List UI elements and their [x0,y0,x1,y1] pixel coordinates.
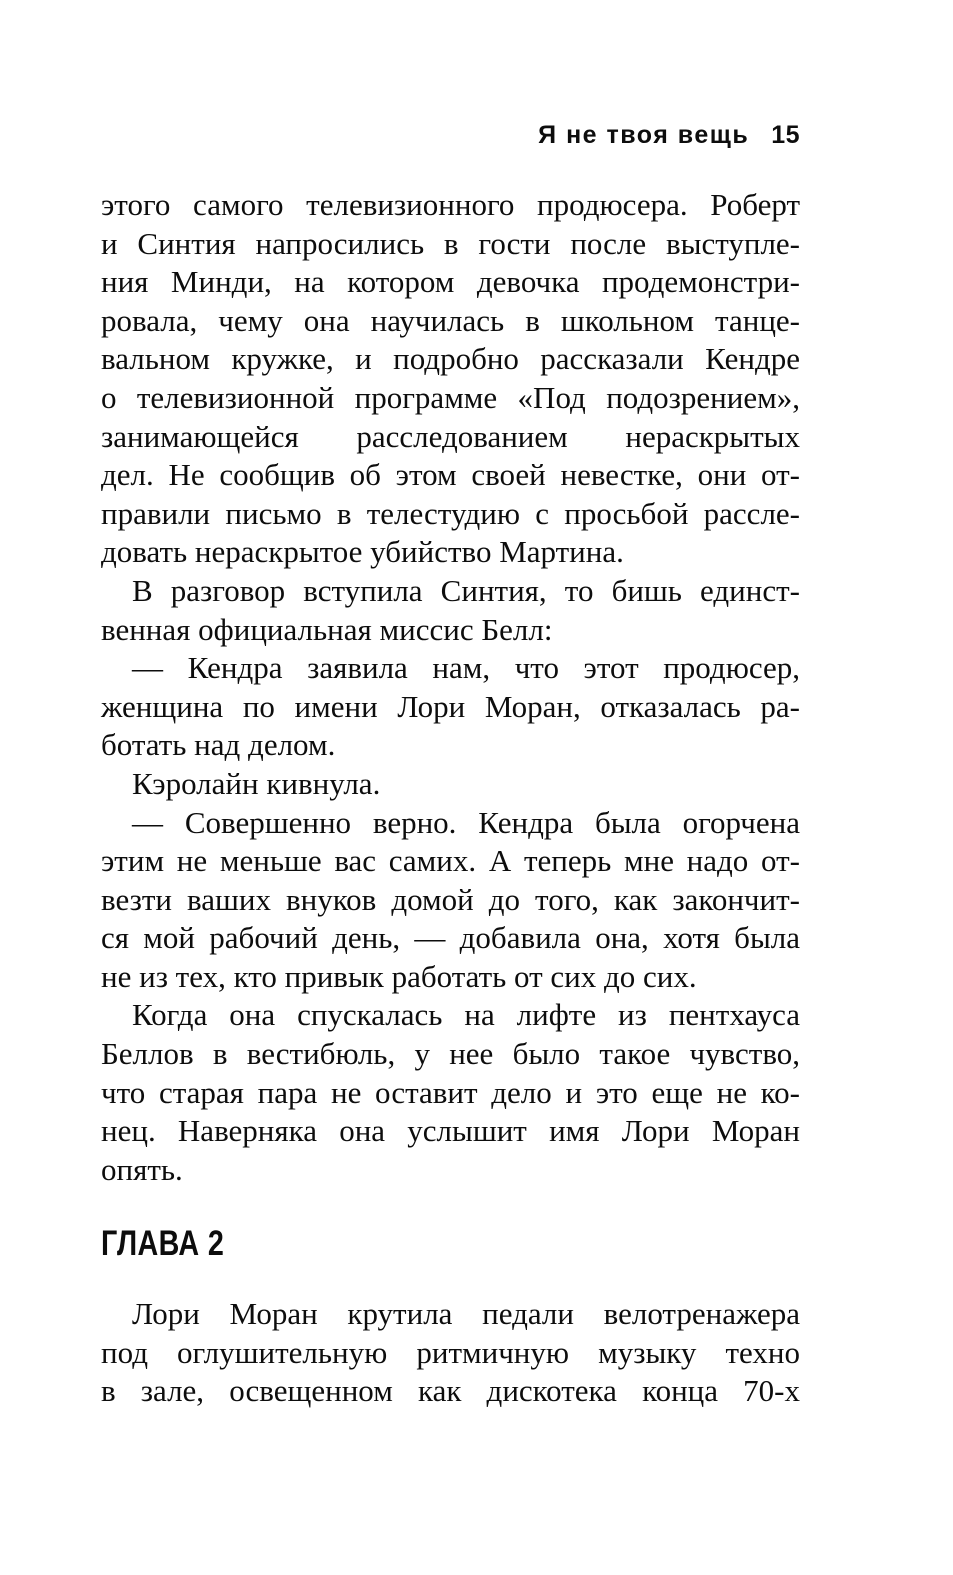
text-line: — Кендра заявила нам, что этот продюсер, [132,650,800,686]
text-line: Когда она спускалась на лифте из пентхауса [132,997,800,1033]
body-text [101,186,800,1189]
text-line: правили письмо в телестудию с просьбой рассле- [101,495,800,531]
text-line: занимающейся расследованием нераскрытых [101,418,800,454]
text-line: в зале, освещенном как дискотека конца 70-х [101,1373,800,1409]
text-line: дел. Не сообщив об этом своей невестке, они от- [101,457,800,493]
text-line: не из тех, кто привык работать от сих до сих. [101,958,697,994]
text-line: женщина по имени Лори Моран, отказалась ра- [101,688,800,724]
text-line: нец. Наверняка она услышит имя Лори Моран [101,1113,800,1149]
text-line: под оглушительную ритмичную музыку техно [101,1334,800,1370]
text-line: Кэролайн кивнула. [132,765,381,801]
running-header [101,121,800,150]
text-line: ботать над делом. [101,727,336,763]
text-line: довать нераскрытое убийство Мартина. [101,534,624,570]
chapter-2-text [101,1295,800,1411]
text-line: везти ваших внуков домой до того, как закончит- [101,881,800,917]
text-line: ровала, чему она научилась в школьном танце- [101,302,800,338]
text-line: вальном кружке, и подробно рассказали Кендре [101,341,800,377]
running-title: Я не твоя вещь [538,121,750,149]
text-line: опять. [101,1151,183,1187]
text-line: ся мой рабочий день, — добавила она, хотя была [101,920,800,956]
text-line: ния Минди, на котором девочка продемонстри- [101,264,800,300]
text-line: о телевизионной программе «Под подозрением», [101,379,800,415]
text-line: Лори Моран крутила педали велотренажера [132,1296,800,1331]
text-line: — Совершенно верно. Кендра была огорчена [132,804,800,840]
chapter-heading: ГЛАВА 2 [101,1224,225,1263]
page-number: 15 [771,121,800,149]
text-line: этого самого телевизионного продюсера. Роберт [101,187,800,222]
text-line: этим не меньше вас самих. А теперь мне надо от- [101,843,800,879]
text-line: и Синтия напросились в гости после выступле- [101,225,800,261]
text-line: что старая пара не оставит дело и это еще не ко- [101,1074,800,1110]
text-line: венная официальная миссис Белл: [101,611,553,647]
text-line: В разговор вступила Синтия, то бишь единст- [132,572,800,608]
text-line: Беллов в вестибюль, у нее было такое чувство, [101,1036,800,1072]
